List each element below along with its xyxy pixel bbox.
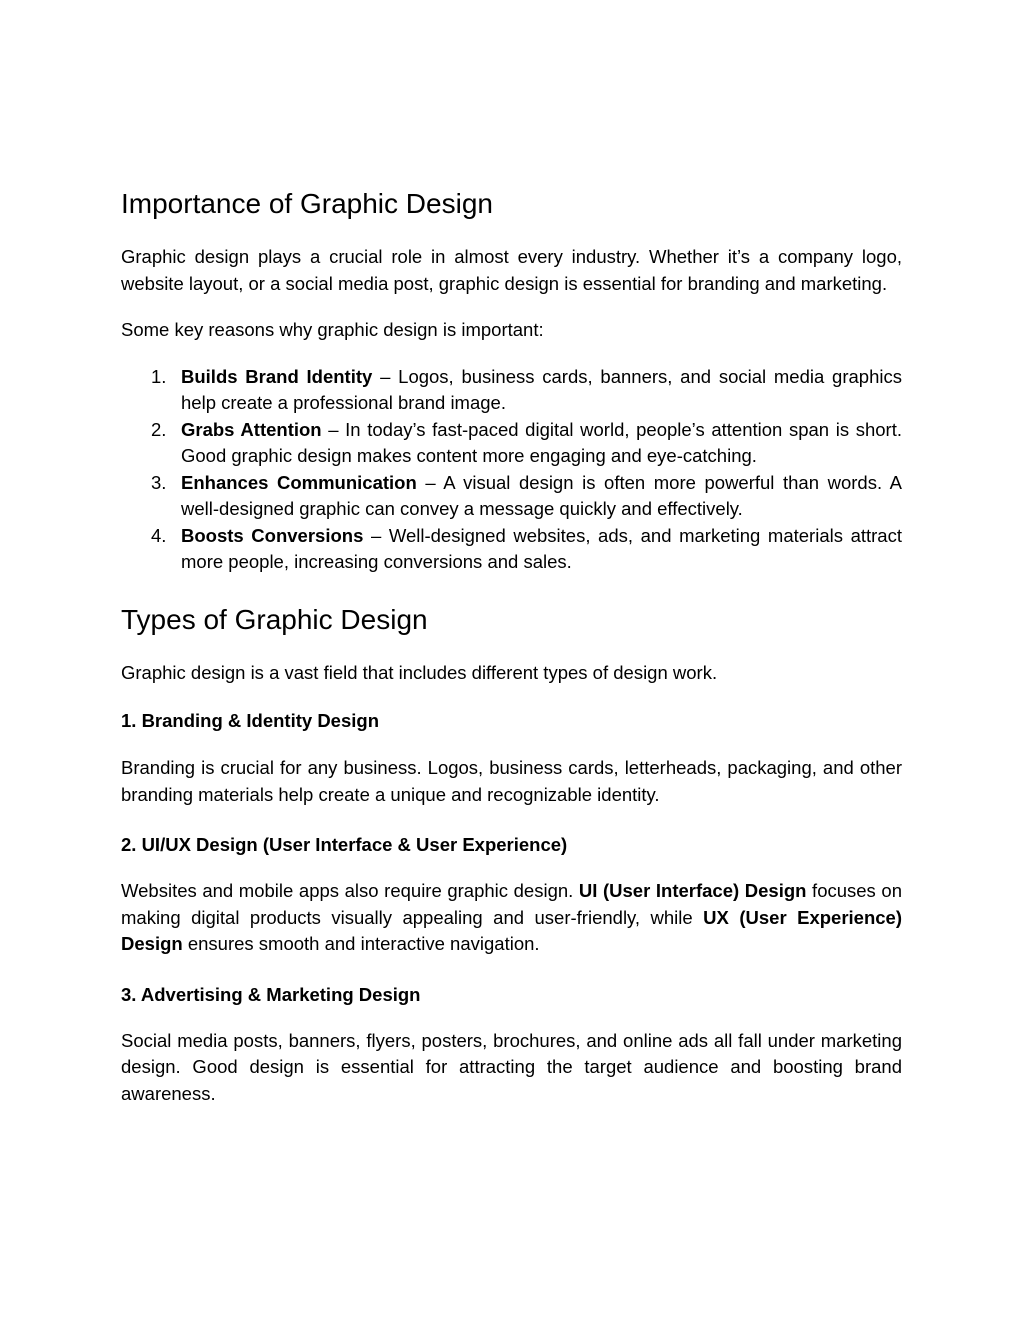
uiux-text-2: focuses on making digital products visually appealing and user-friendly, while xyxy=(121,880,902,928)
list-item-title: Boosts Conversions xyxy=(181,524,364,546)
subheading-uiux: 2. UI/UX Design (User Interface & User Experience) xyxy=(121,834,568,855)
advertising-paragraph: Social media posts, banners, flyers, posters, brochures, and online ads all fall under marketing design. Good design is essential for attracting the target audience and boosting brand awareness. xyxy=(121,1029,902,1104)
list-item-text: – Well-designed websites, ads, and marketing materials attract more people, increasing conversions and sales. xyxy=(181,524,902,572)
list-item-number: 2. xyxy=(151,418,167,440)
list-item xyxy=(121,523,902,576)
list-item-number: 3. xyxy=(151,471,167,493)
list-item-title: Grabs Attention xyxy=(181,418,322,440)
subheading-advertising: 3. Advertising & Marketing Design xyxy=(121,983,421,1005)
list-item-title: Enhances Communication xyxy=(181,471,417,493)
branding-paragraph: Branding is crucial for any business. Logos, business cards, letterheads, packaging, and other branding materials help create a unique and recognizable identity. xyxy=(121,757,902,805)
uiux-bold-ux: UX (User Experience) Design xyxy=(121,906,902,954)
list-item-text: – In today’s fast-paced digital world, people’s attention span is short. Good graphic design makes content more engaging and eye-catching. xyxy=(181,418,902,466)
list-item-text: – Logos, business cards, banners, and social media graphics help create a professional brand image. xyxy=(181,365,902,413)
uiux-text-3: ensures smooth and interactive navigation. xyxy=(182,933,540,954)
subheading-branding: 1. Branding & Identity Design xyxy=(121,710,379,731)
list-item-title: Builds Brand Identity xyxy=(181,365,373,387)
types-intro-paragraph: Graphic design is a vast field that includes different types of design work. xyxy=(121,661,718,683)
uiux-paragraph xyxy=(121,878,902,958)
list-item-number: 1. xyxy=(151,365,167,387)
section-heading-importance: Importance of Graphic Design xyxy=(121,188,493,219)
uiux-text-1: Websites and mobile apps also require graphic design. xyxy=(121,880,579,901)
list-item-text: – A visual design is often more powerful than words. A well-designed graphic can convey a message quickly and effectively. xyxy=(181,471,902,519)
list-item xyxy=(121,417,902,470)
section-heading-types: Types of Graphic Design xyxy=(121,603,428,635)
list-item-number: 4. xyxy=(151,524,167,546)
list-item xyxy=(121,470,902,523)
importance-intro-paragraph: Graphic design plays a crucial role in almost every industry. Whether it’s a company logo, website layout, or a social media post, graphic design is essential for branding and marketing. xyxy=(121,246,902,294)
uiux-bold-ui: UI (User Interface) Design xyxy=(578,880,807,901)
list-item xyxy=(121,364,902,417)
document-page xyxy=(121,186,902,1107)
reasons-list xyxy=(121,364,902,576)
reasons-intro-paragraph: Some key reasons why graphic design is important: xyxy=(121,319,544,340)
